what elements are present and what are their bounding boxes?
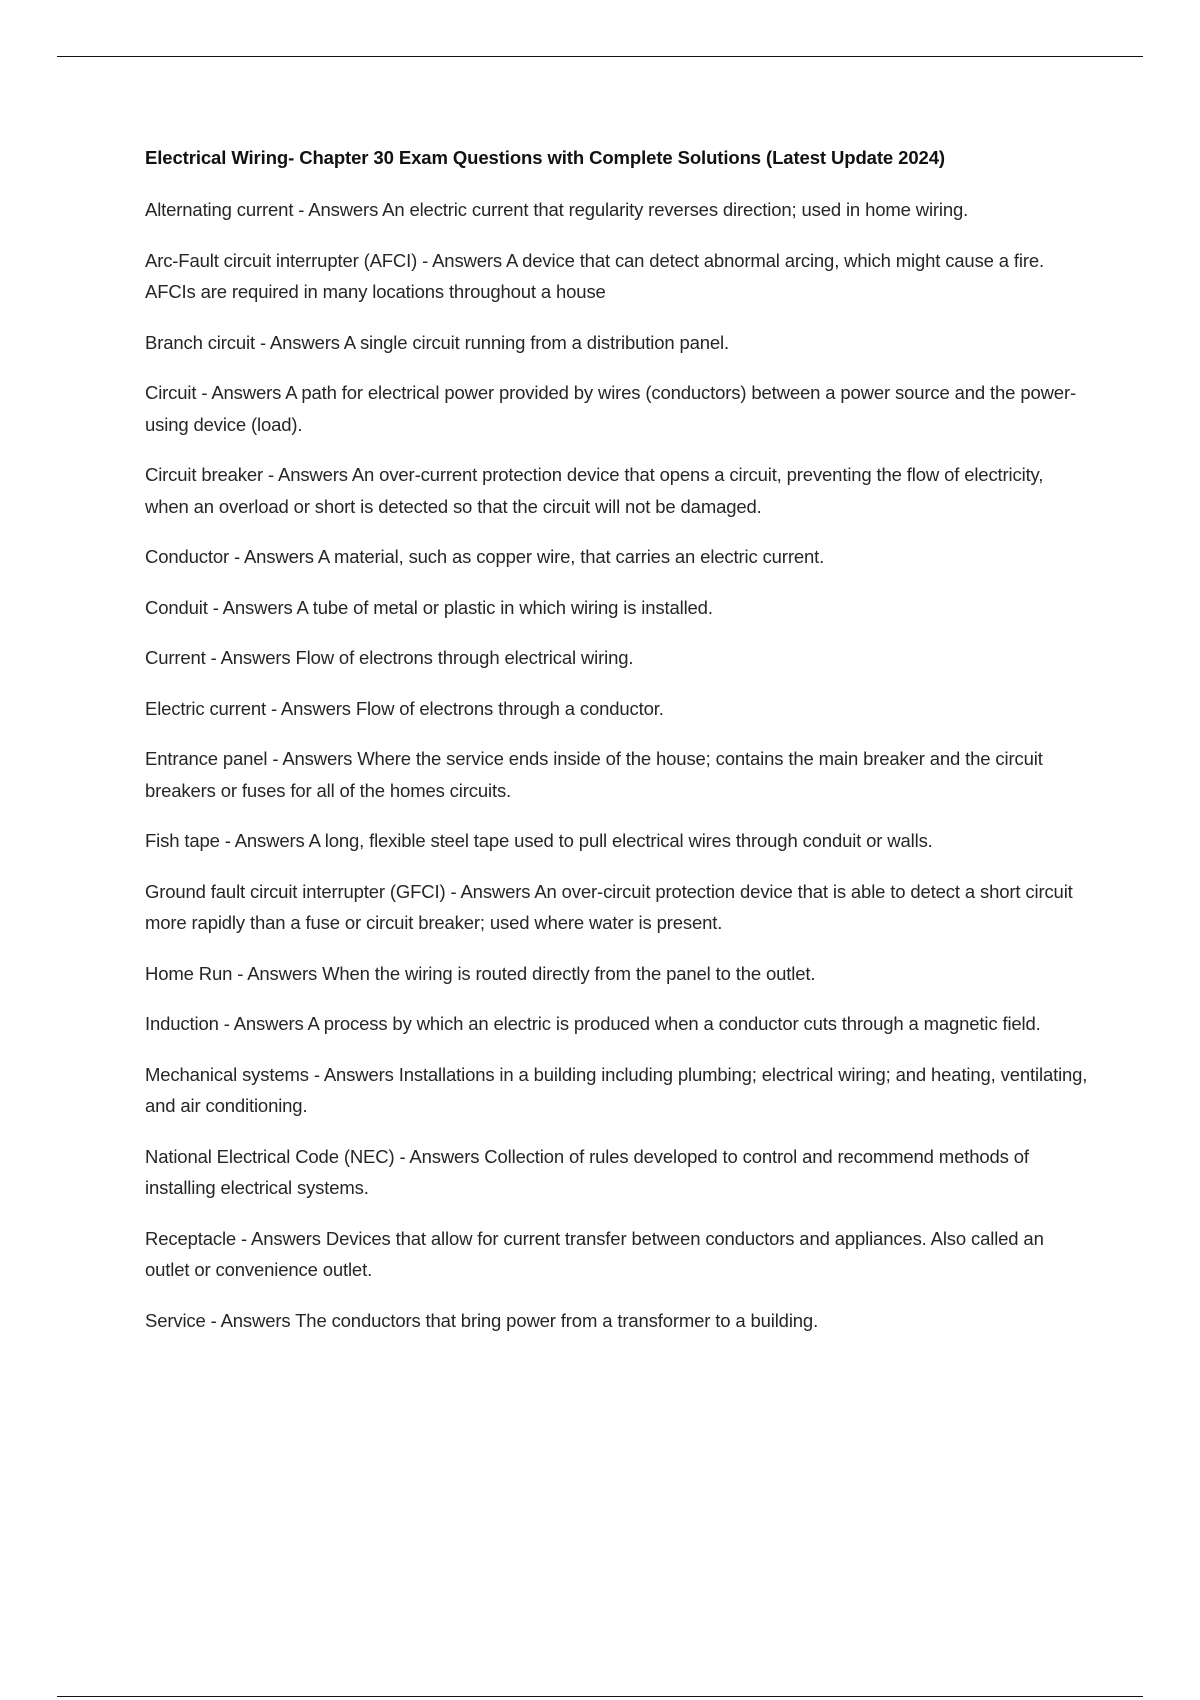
entry-entrance-panel: Entrance panel - Answers Where the service ends inside of the house; contains the main breaker and the circuit breakers or fuses for all of the homes circuits.	[145, 748, 1043, 801]
entry-alternating-current: Alternating current - Answers An electric current that regularity reverses direction; used in home wiring.	[145, 199, 969, 220]
entry-electric-current: Electric current - Answers Flow of electrons through a conductor.	[145, 697, 664, 719]
entry-conduit: Conduit - Answers A tube of metal or plastic in which wiring is installed.	[145, 596, 713, 618]
entry-induction: Induction - Answers A process by which an electric is produced when a conductor cuts through a magnetic field.	[145, 1013, 1041, 1034]
entry-service: Service - Answers The conductors that bring power from a transformer to a building.	[145, 1309, 819, 1331]
entry-circuit-breaker: Circuit breaker - Answers An over-current protection device that opens a circuit, preventing the flow of electricity, when an overload or short is detected so that the circuit will not be damaged.	[145, 464, 1044, 517]
entry-fish-tape: Fish tape - Answers A long, flexible steel tape used to pull electrical wires through conduit or walls.	[145, 830, 933, 851]
entry-mechanical-systems: Mechanical systems - Answers Installations in a building including plumbing; electrical wiring; and heating, ventilating, and air conditioning.	[145, 1063, 1088, 1116]
entry-receptacle: Receptacle - Answers Devices that allow for current transfer between conductors and appliances. Also called an outlet or convenience outlet.	[145, 1227, 1044, 1280]
entry-home-run: Home Run - Answers When the wiring is routed directly from the panel to the outlet.	[145, 962, 816, 984]
entry-afci: Arc-Fault circuit interrupter (AFCI) - Answers A device that can detect abnormal arcing, which might cause a fire. AFCIs are required in many locations throughout a house	[145, 249, 1045, 302]
entry-current: Current - Answers Flow of electrons through electrical wiring.	[145, 647, 634, 668]
entry-conductor: Conductor - Answers A material, such as copper wire, that carries an electric current.	[145, 546, 825, 567]
header-rule	[57, 56, 1143, 57]
entry-nec: National Electrical Code (NEC) - Answers Collection of rules developed to control and recommend methods of installing electrical systems.	[145, 1145, 1029, 1198]
document-body	[145, 143, 1090, 1355]
document-title: Electrical Wiring- Chapter 30 Exam Questions with Complete Solutions (Latest Update 2024)	[145, 147, 945, 168]
entry-circuit: Circuit - Answers A path for electrical power provided by wires (conductors) between a power source and the power-using device (load).	[145, 382, 1076, 435]
entry-gfci: Ground fault circuit interrupter (GFCI) - Answers An over-circuit protection device that is able to detect a short circuit more rapidly than a fuse or circuit breaker; used where water is present.	[145, 880, 1073, 933]
footer-rule	[57, 1696, 1143, 1697]
entry-branch-circuit: Branch circuit - Answers A single circuit running from a distribution panel.	[145, 331, 729, 353]
